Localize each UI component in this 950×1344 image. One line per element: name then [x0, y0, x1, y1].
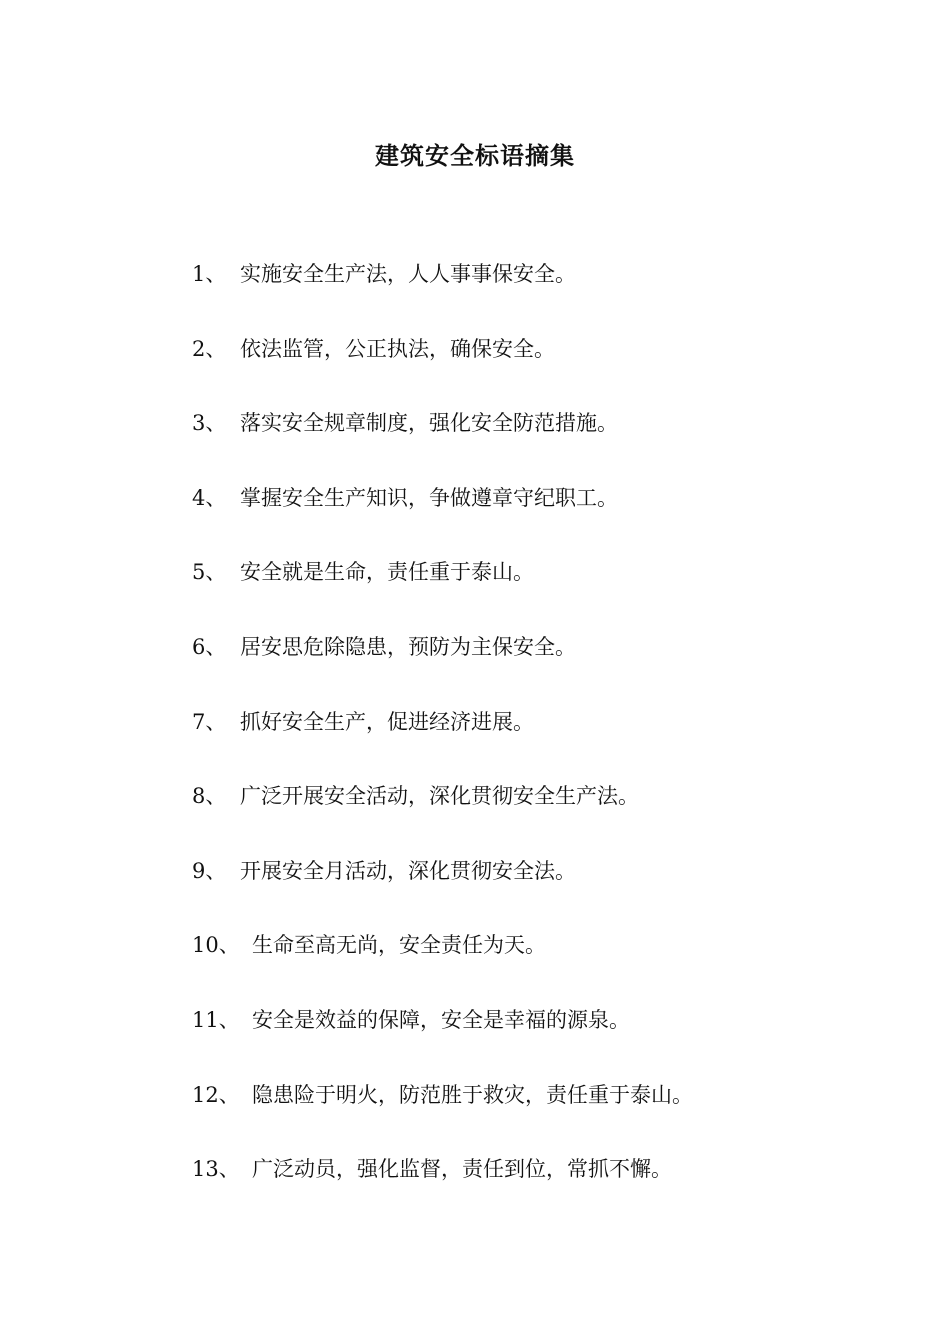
- item-number: 2、: [192, 336, 227, 361]
- list-item: [192, 631, 912, 706]
- list-item: [192, 1079, 912, 1154]
- item-number: 6、: [192, 634, 227, 659]
- document-title: 建筑安全标语摘集: [375, 141, 575, 170]
- item-number: 11、: [192, 1007, 240, 1032]
- item-text: 隐患险于明火，防范胜于救灾，责任重于泰山。: [252, 1082, 693, 1107]
- item-text: 开展安全月活动，深化贯彻安全法。: [240, 858, 576, 883]
- list-item: [192, 407, 912, 482]
- item-number: 7、: [192, 709, 227, 734]
- item-text: 安全就是生命，责任重于泰山。: [240, 560, 534, 585]
- list-item: [192, 258, 912, 333]
- slogan-list: [192, 258, 912, 1228]
- item-number: 10、: [192, 933, 240, 958]
- item-number: 8、: [192, 784, 227, 809]
- item-number: 5、: [192, 560, 227, 585]
- item-number: 4、: [192, 485, 227, 510]
- list-item: [192, 482, 912, 557]
- item-number: 9、: [192, 858, 227, 883]
- item-text: 依法监管，公正执法，确保安全。: [240, 336, 555, 361]
- item-number: 3、: [192, 411, 227, 436]
- item-number: 12、: [192, 1082, 240, 1107]
- list-item: [192, 333, 912, 408]
- item-text: 掌握安全生产知识，争做遵章守纪职工。: [240, 485, 618, 510]
- item-text: 抓好安全生产，促进经济进展。: [240, 709, 534, 734]
- item-text: 实施安全生产法，人人事事保安全。: [240, 262, 576, 286]
- list-item: [192, 706, 912, 781]
- item-text: 居安思危除隐患，预防为主保安全。: [240, 634, 576, 659]
- item-text: 广泛动员，强化监督，责任到位，常抓不懈。: [252, 1157, 672, 1182]
- item-text: 生命至高无尚，安全责任为天。: [252, 933, 546, 958]
- list-item: [192, 780, 912, 855]
- item-text: 安全是效益的保障，安全是幸福的源泉。: [252, 1007, 630, 1032]
- item-number: 1、: [192, 262, 227, 286]
- list-item: [192, 855, 912, 930]
- list-item: [192, 556, 912, 631]
- list-item: [192, 1004, 912, 1079]
- item-text: 落实安全规章制度，强化安全防范措施。: [240, 411, 618, 436]
- item-text: 广泛开展安全活动，深化贯彻安全生产法。: [240, 784, 639, 809]
- list-item: [192, 1153, 912, 1228]
- list-item: [192, 929, 912, 1004]
- item-number: 13、: [192, 1157, 240, 1182]
